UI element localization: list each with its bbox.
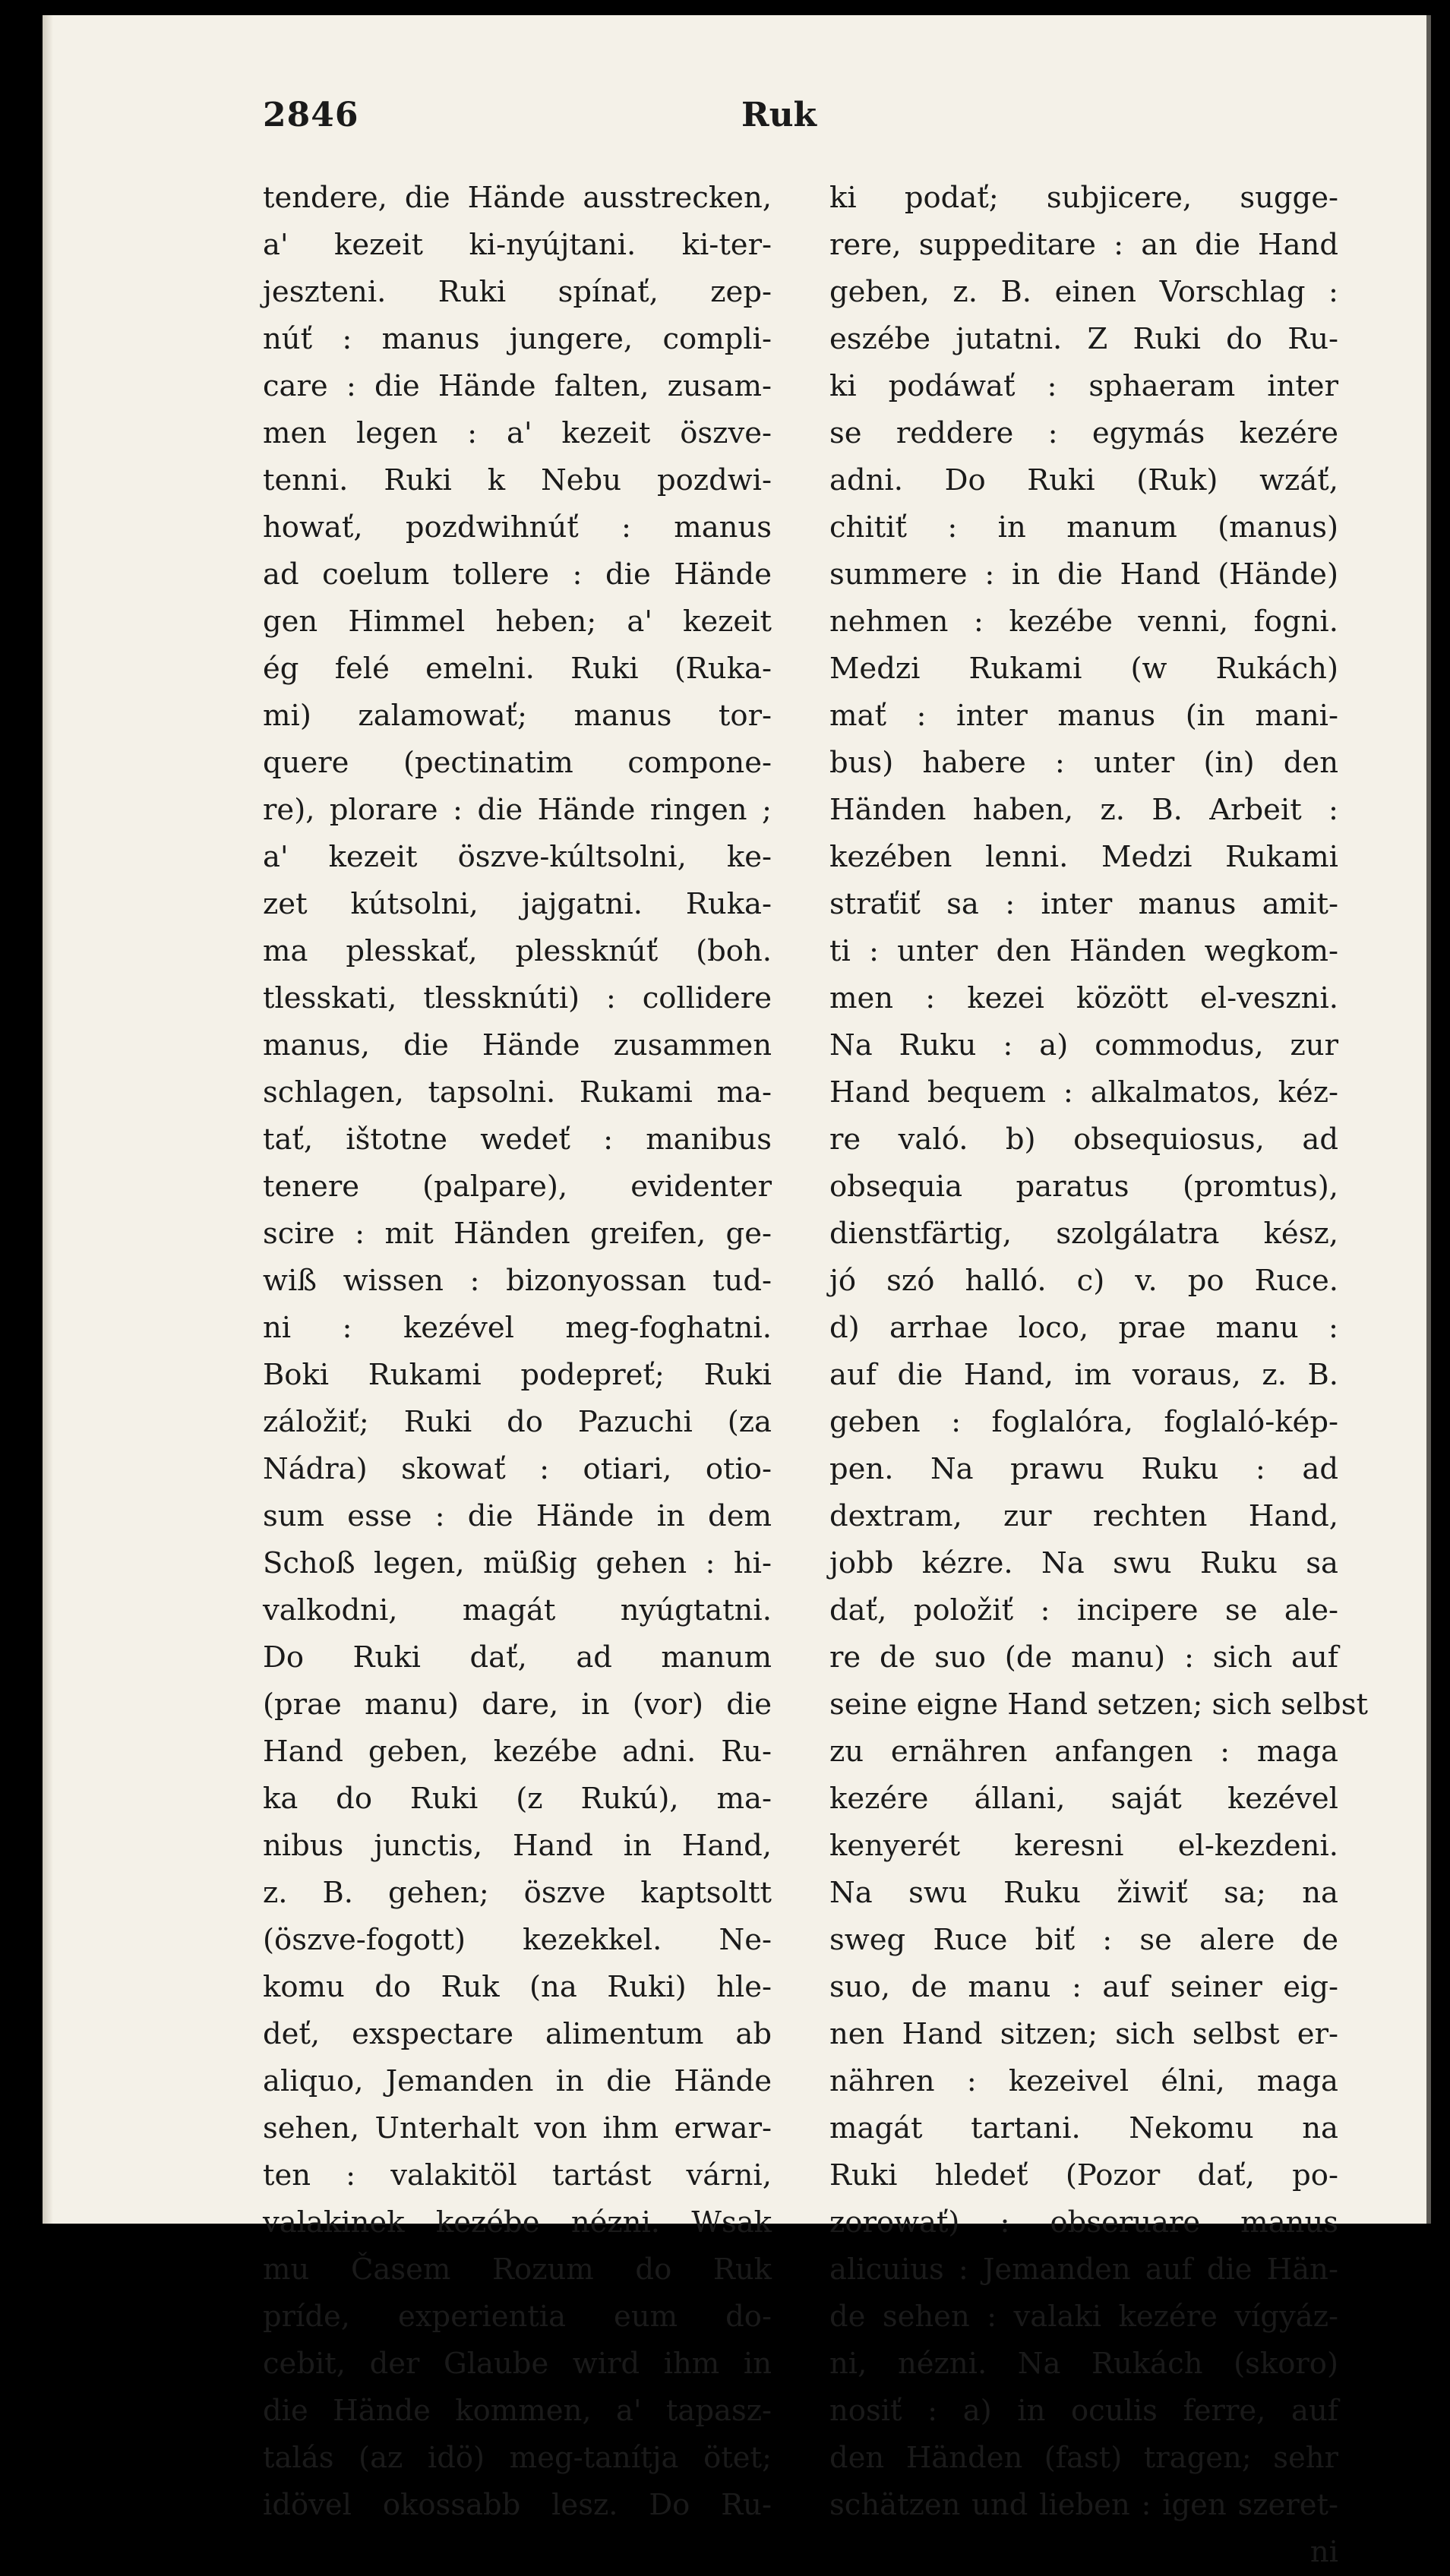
text-line: wiß wissen : bizonyossan tud- [263,1264,772,1298]
text-line: men legen : a' kezeit öszve- [263,416,772,450]
text-line: Na Ruku : a) commodus, zur [829,1028,1338,1062]
page-header [43,96,1431,149]
text-line: rere, suppeditare : an die Hand [829,228,1338,262]
text-line: záložiť; Ruki do Pazuchi (za [263,1405,772,1439]
text-line: dať, položiť : incipere se ale- [829,1593,1338,1627]
text-line: nibus junctis, Hand in Hand, [263,1829,772,1863]
text-line: ma plesskať, plessknúť (boh. [263,934,772,968]
text-line: dienstfärtig, szolgálatra kész, [829,1217,1338,1251]
page-gutter-shadow [43,15,53,2224]
text-line: mu Časem Rozum do Ruk [263,2252,772,2287]
text-line: chitiť : in manum (manus) [829,510,1338,545]
text-line: talás (az idö) meg-tanítja ötet; [263,2441,772,2475]
text-line: d) arrhae loco, prae manu : [829,1311,1338,1345]
text-line: die Hände kommen, a' tapasz- [263,2394,772,2428]
text-line: ni [1309,2535,1338,2569]
text-line: jobb kézre. Na swu Ruku sa [829,1546,1338,1580]
right-column [829,175,1368,2576]
text-line: manus, die Hände zusammen [263,1028,772,1062]
text-line: ad coelum tollere : die Hände [263,557,772,592]
text-line: Na swu Ruku žiwiť sa; na [829,1876,1338,1910]
page-right-edge [1426,15,1431,2224]
text-line: príde, experientia eum do- [263,2300,772,2334]
text-line: idövel okossabb lesz. Do Ru- [263,2488,772,2522]
text-line: care : die Hände falten, zusam- [263,369,772,403]
text-line: geben, z. B. einen Vorschlag : [829,275,1338,309]
text-line: mať : inter manus (in mani- [829,699,1338,733]
text-line: eszébe jutatni. Z Ruki do Ru- [829,322,1338,356]
text-line: núť : manus jungere, compli- [263,322,772,356]
text-line: Boki Rukami podepreť; Ruki [263,1358,772,1392]
text-line: zet kútsolni, jajgatni. Ruka- [263,887,772,921]
text-line: (öszve-fogott) kezekkel. Ne- [263,1923,772,1957]
text-line: straťiť sa : inter manus amit- [829,887,1338,921]
text-line: alicuius : Jemanden auf die Hän- [829,2252,1338,2287]
text-line: z. B. gehen; öszve kaptsoltt [263,1876,772,1910]
text-line: adni. Do Ruki (Ruk) wzáť, [829,463,1338,497]
text-line: tlesskati, tlessknúti) : collidere [263,981,772,1015]
text-line: sehen, Unterhalt von ihm erwar- [263,2111,772,2145]
text-line: deť, exspectare alimentum ab [263,2017,772,2051]
text-line: Schoß legen, müßig gehen : hi- [263,1546,772,1580]
text-line: ni : kezével meg-foghatni. [263,1311,772,1345]
running-head: Ruk [741,96,817,134]
text-line: obsequia paratus (promtus), [829,1170,1338,1204]
text-line: valkodni, magát nyúgtatni. [263,1593,772,1627]
text-line: gen Himmel heben; a' kezeit [263,605,772,639]
text-line: jeszteni. Ruki spínať, zep- [263,275,772,309]
text-line: Hand geben, kezébe adni. Ru- [263,1735,772,1769]
text-line: kezére állani, saját kezével [829,1782,1338,1816]
text-line: ki podáwať : sphaeram inter [829,369,1338,403]
text-line: ka do Ruki (z Rukú), ma- [263,1782,772,1816]
text-line: bus) habere : unter (in) den [829,746,1338,780]
text-line: aliquo, Jemanden in die Hände [263,2064,772,2098]
text-line: men : kezei között el-veszni. [829,981,1338,1015]
text-line: de sehen : valaki kezére vígyáz- [829,2300,1338,2334]
page-number: 2846 [263,96,359,134]
text-line: nen Hand sitzen; sich selbst er- [829,2017,1338,2051]
text-line: a' kezeit öszve-kúltsolni, ke- [263,840,772,874]
text-line: tať, ištotne wedeť : manibus [263,1122,772,1157]
text-line: Händen haben, z. B. Arbeit : [829,793,1338,827]
text-line: nosiť : a) in oculis ferre, auf [829,2394,1338,2428]
book-page [43,15,1431,2569]
text-line: nehmen : kezébe venni, fogni. [829,605,1338,639]
text-line: a' kezeit ki-nyújtani. ki-ter- [263,228,772,262]
text-line: Ruki hledeť (Pozor dať, po- [829,2158,1338,2192]
text-line: Do Ruki dať, ad manum [263,1640,772,1675]
text-line: Nádra) skowať : otiari, otio- [263,1452,772,1486]
text-line: suo, de manu : auf seiner eig- [829,1970,1338,2004]
text-line: valakinek kezébe nézni. Wsak [263,2205,772,2240]
text-line: ti : unter den Händen wegkom- [829,934,1338,968]
text-line: zorowať) : obseruare manus [829,2205,1338,2240]
text-line: Medzi Rukami (w Rukách) [829,652,1338,686]
text-line: kezében lenni. Medzi Rukami [829,840,1338,874]
text-line: Hand bequem : alkalmatos, kéz- [829,1075,1338,1110]
left-column [263,175,772,2529]
text-line: geben : foglalóra, foglaló-kép- [829,1405,1338,1439]
text-line: tenni. Ruki k Nebu pozdwi- [263,463,772,497]
text-line: mi) zalamowať; manus tor- [263,699,772,733]
text-line: tendere, die Hände ausstrecken, [263,181,772,215]
text-line: jó szó halló. c) v. po Ruce. [829,1264,1338,1298]
text-line: quere (pectinatim compone- [263,746,772,780]
text-line: scire : mit Händen greifen, ge- [263,1217,772,1251]
text-line: magát tartani. Nekomu na [829,2111,1338,2145]
text-line: den Händen (fast) tragen; sehr [829,2441,1338,2475]
text-line: kenyerét keresni el-kezdeni. [829,1829,1338,1863]
text-line: komu do Ruk (na Ruki) hle- [263,1970,772,2004]
text-line: pen. Na prawu Ruku : ad [829,1452,1338,1486]
text-line: nähren : kezeivel élni, maga [829,2064,1338,2098]
text-line: sweg Ruce biť : se alere de [829,1923,1338,1957]
text-line: howať, pozdwihnúť : manus [263,510,772,545]
text-line: dextram, zur rechten Hand, [829,1499,1338,1533]
text-line: ten : valakitöl tartást várni, [263,2158,772,2192]
text-line: cebit, der Glaube wird ihm in [263,2347,772,2381]
text-line: re de suo (de manu) : sich auf [829,1640,1338,1675]
text-line: se reddere : egymás kezére [829,416,1338,450]
text-line: re), plorare : die Hände ringen ; [263,793,772,827]
text-line: (prae manu) dare, in (vor) die [263,1687,772,1722]
text-line: seine eigne Hand setzen; sich selbst [829,1687,1368,1722]
text-line: schätzen und lieben : igen szeret- [829,2488,1338,2522]
text-line: auf die Hand, im voraus, z. B. [829,1358,1338,1392]
text-line: summere : in die Hand (Hände) [829,557,1338,592]
text-line: schlagen, tapsolni. Rukami ma- [263,1075,772,1110]
text-line: sum esse : die Hände in dem [263,1499,772,1533]
text-line: tenere (palpare), evidenter [263,1170,772,1204]
text-line: ki podať; subjicere, sugge- [829,181,1338,215]
text-line: ég felé emelni. Ruki (Ruka- [263,652,772,686]
text-line: re való. b) obsequiosus, ad [829,1122,1338,1157]
text-line: zu ernähren anfangen : maga [829,1735,1338,1769]
text-line: ni, nézni. Na Rukách (skoro) [829,2347,1338,2381]
